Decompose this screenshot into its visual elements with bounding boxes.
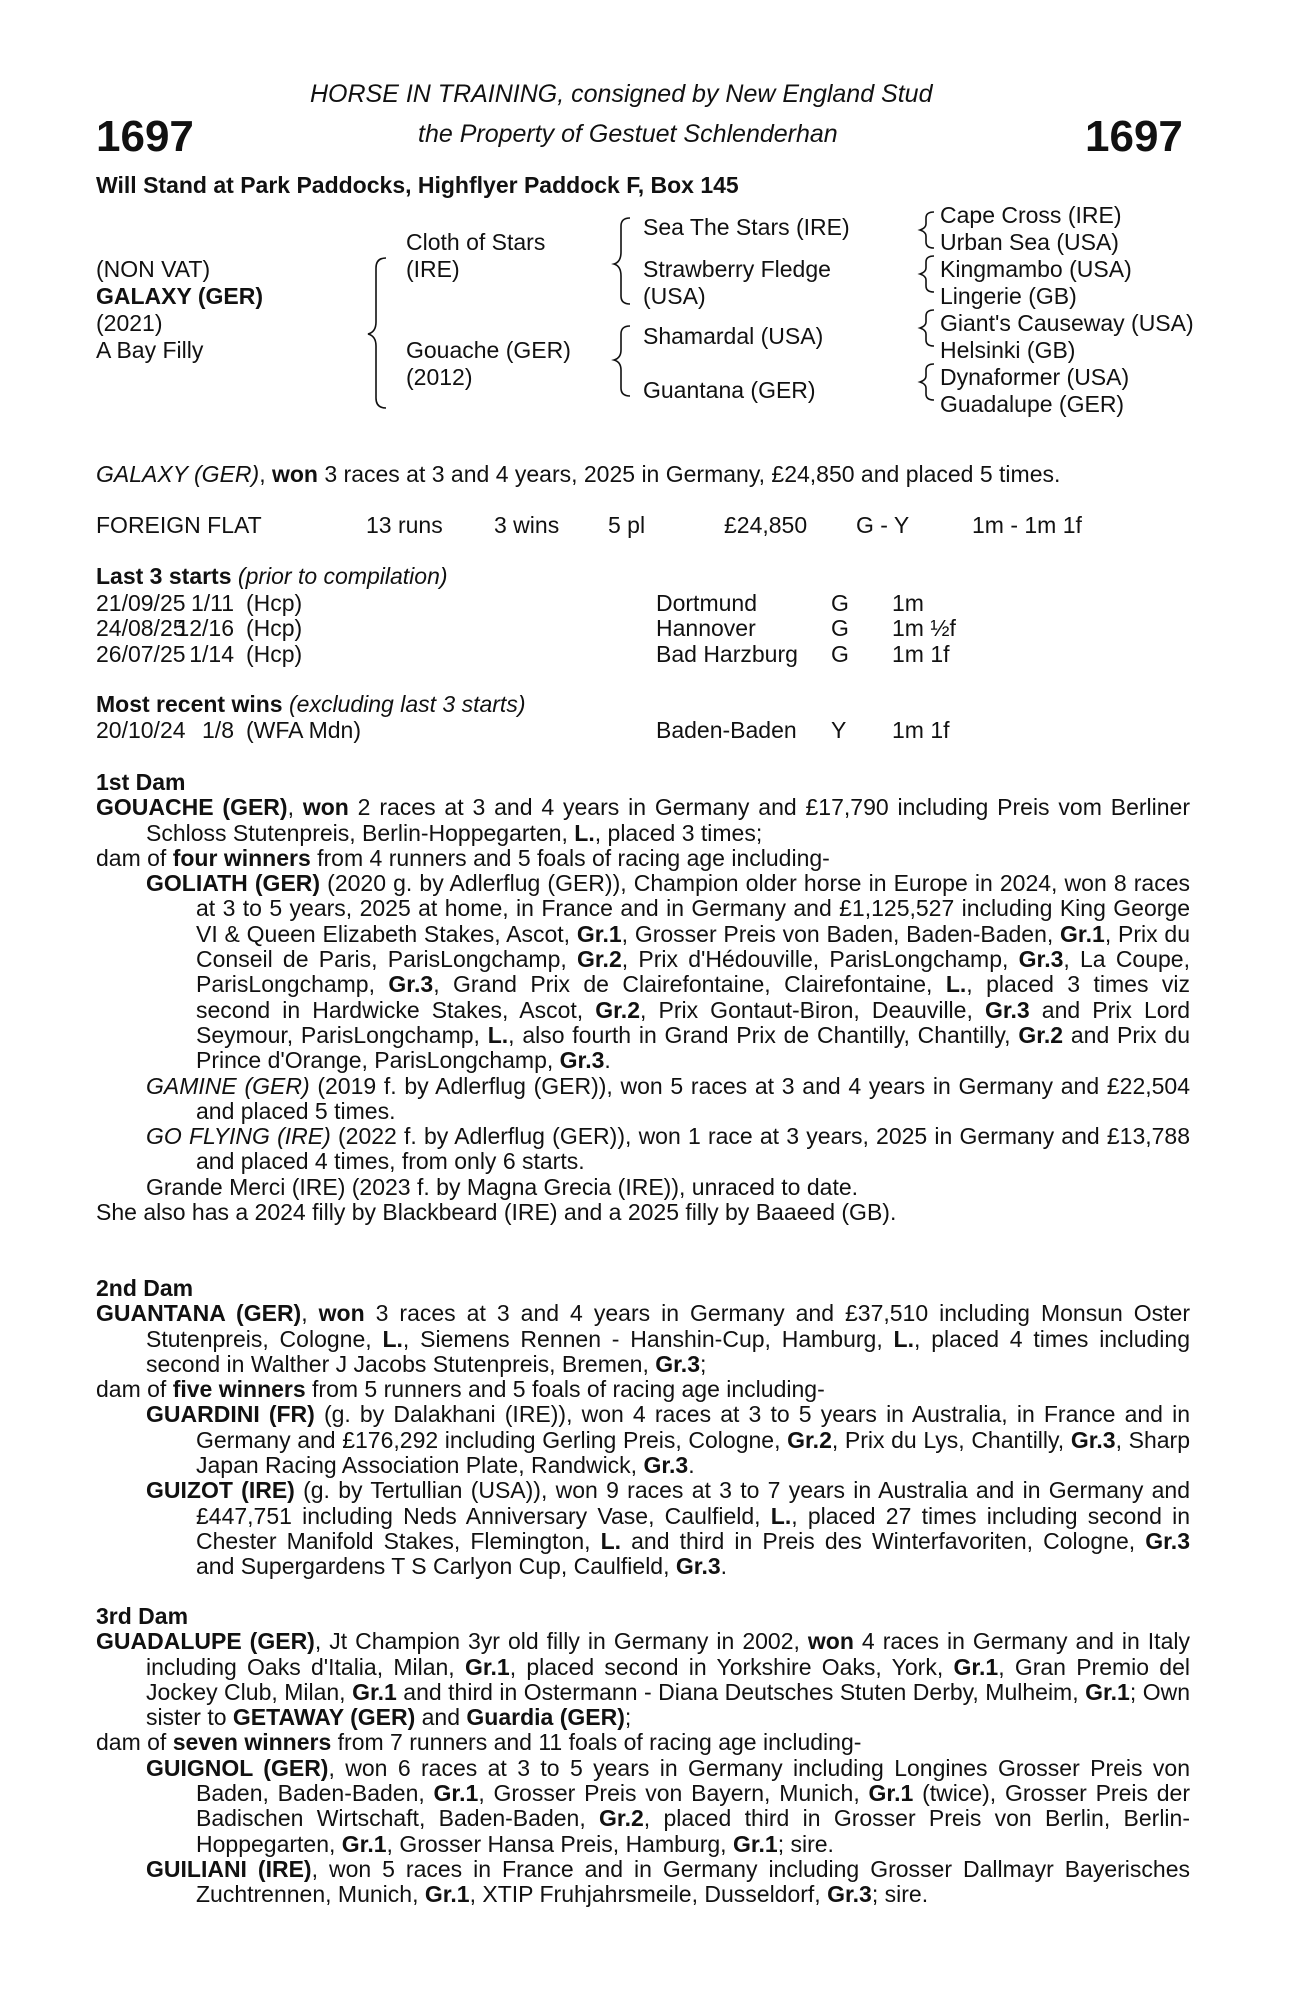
- text-run: L.: [770, 1502, 792, 1529]
- text-run: Guardia (GER): [466, 1704, 625, 1731]
- text-run: Gr.3: [1018, 946, 1064, 973]
- text-run: 4 races in Germany and in Italy including Oaks d'Italia, Milan,: [146, 1628, 1190, 1680]
- g3-4: Lingerie (GB): [940, 283, 1077, 309]
- form-row: [96, 641, 1196, 666]
- produce-guizot: [96, 1478, 1190, 1579]
- text-run: Gr.3: [655, 1350, 700, 1377]
- row-distance: 1m 1f: [892, 717, 950, 743]
- text-run: GOLIATH (GER): [146, 870, 321, 897]
- text-run: Gr.1: [464, 1653, 510, 1680]
- record-runs: 13 runs: [366, 512, 443, 538]
- g3-2: Urban Sea (USA): [940, 229, 1119, 255]
- produce-goliath: [96, 871, 1190, 1073]
- summary-horse-name: GALAXY (GER): [96, 461, 260, 487]
- text-run: Gr.1: [953, 1653, 999, 1680]
- text-run: , Grand Prix de Clairefontaine, Clairefontaine,: [433, 971, 946, 998]
- second-dam-heading: 2nd Dam: [96, 1275, 194, 1301]
- row-going: G: [831, 640, 849, 667]
- third-dam-heading: 3rd Dam: [96, 1603, 189, 1629]
- g3-6: Helsinki (GB): [940, 337, 1076, 363]
- row-course: Hannover: [656, 615, 756, 642]
- lot-number-right: 1697: [1085, 112, 1183, 161]
- text-run: , Sharp Japan Racing Association Plate, Randwick,: [196, 1426, 1191, 1479]
- text-run: ,: [301, 1300, 319, 1327]
- second-dam-record: [96, 1301, 1190, 1377]
- recent-heading: [96, 692, 525, 717]
- text-run: , placed 3 times;: [594, 819, 763, 846]
- third-dam-section: [96, 1604, 1190, 1908]
- produce-go-flying: [96, 1124, 1190, 1175]
- text-run: , placed third in Grosser Preis von Berlin, Berlin-Hoppegarten,: [196, 1805, 1190, 1857]
- vat-status: (NON VAT): [96, 256, 211, 282]
- text-run: Gr.3: [643, 1452, 689, 1479]
- text-run: Gr.3: [559, 1047, 605, 1074]
- text-run: L.: [574, 819, 595, 846]
- text-run: L.: [893, 1325, 914, 1352]
- text-run: GOUACHE (GER): [96, 794, 288, 821]
- text-run: Gr.2: [576, 946, 622, 973]
- text-run: Gr.1: [732, 1830, 778, 1857]
- text-run: won: [318, 1300, 365, 1327]
- text-run: GUIGNOL (GER): [146, 1754, 329, 1781]
- record-label: FOREIGN FLAT: [96, 512, 262, 538]
- text-run: GO FLYING (IRE): [146, 1123, 331, 1150]
- produce-guiliani: [96, 1857, 1190, 1908]
- text-run: GUADALUPE (GER): [96, 1628, 315, 1655]
- text-run: (g. by Tertullian (USA)), won 9 races at 3 to 7 years in Australia and in Germany and £447,751 including Neds Anniversary Vase, Caulfield,: [196, 1477, 1190, 1529]
- text-run: , won 5 races in France and in Germany including Grosser Dallmayr Bayerisches Zuchtrennen, Munich,: [196, 1855, 1190, 1908]
- horse-description: A Bay Filly: [96, 337, 204, 363]
- record-prize: £24,850: [724, 512, 808, 538]
- property-line: the Property of Gestuet Schlenderhan: [418, 120, 838, 148]
- text-run: ; Own sister to: [146, 1678, 1190, 1731]
- text-run: 3 races at 3 and 4 years in Germany and £37,510 including Monsun Oster Stutenpreis, Cologne,: [146, 1300, 1191, 1352]
- g3-7: Dynaformer (USA): [940, 364, 1130, 390]
- text-run: , Grosser Hansa Preis, Hamburg,: [386, 1830, 733, 1857]
- row-date: 20/10/24: [96, 717, 186, 743]
- text-run: L.: [382, 1325, 403, 1352]
- text-run: , placed 4 times including second in Walther J Jacobs Stutenpreis, Bremen,: [146, 1325, 1190, 1377]
- recent-note: (excluding last 3 starts): [282, 691, 526, 717]
- produce-gamine: [96, 1074, 1190, 1125]
- text-run: from 5 runners and 5 foals of racing age including-: [305, 1376, 825, 1403]
- text-run: dam of: [96, 1729, 173, 1756]
- text-run: GUILIANI (IRE): [146, 1855, 312, 1882]
- text-run: GUANTANA (GER): [96, 1300, 302, 1327]
- row-position: 12/16: [176, 615, 234, 642]
- text-run: , placed second in Yorkshire Oaks, York,: [509, 1653, 954, 1680]
- location-line: Will Stand at Park Paddocks, Highflyer Paddock F, Box 145: [96, 172, 739, 198]
- sire-dam-name: Strawberry Fledge: [643, 256, 831, 282]
- text-run: Gr.1: [1060, 920, 1105, 947]
- text-run: L.: [487, 1021, 509, 1048]
- text-run: Gr.3: [1145, 1527, 1190, 1554]
- text-run: won: [807, 1628, 854, 1655]
- g3-3: Kingmambo (USA): [940, 256, 1132, 282]
- row-going: G: [831, 590, 849, 616]
- text-run: Gr.1: [1085, 1678, 1130, 1705]
- row-distance: 1m: [892, 590, 924, 616]
- text-run: ;: [624, 1704, 632, 1731]
- row-course: Baden-Baden: [656, 717, 797, 743]
- last3-note: (prior to compilation): [231, 563, 448, 589]
- second-dam-produce-summary: [96, 1377, 1190, 1402]
- last3-title: Last 3 starts: [96, 563, 232, 589]
- row-date: 24/08/25: [96, 615, 186, 642]
- text-run: GAMINE (GER): [146, 1072, 310, 1099]
- text-run: GETAWAY (GER): [232, 1704, 416, 1731]
- recent-title: Most recent wins: [96, 691, 283, 717]
- race-summary: GALAXY (GER), won 3 races at 3 and 4 years, 2025 in Germany, £24,850 and placed 5 times.: [96, 461, 1061, 487]
- consignment-line: HORSE IN TRAINING, consigned by New England Stud: [310, 80, 933, 108]
- row-distance: 1m 1f: [892, 640, 950, 667]
- text-run: seven winners: [172, 1729, 332, 1756]
- text-run: won: [302, 794, 349, 821]
- g3-5: Giant's Causeway (USA): [940, 310, 1194, 336]
- text-run: , Prix du Lys, Chantilly,: [831, 1426, 1071, 1453]
- row-race-type: (Hcp): [246, 615, 303, 642]
- text-run: L.: [945, 971, 967, 998]
- text-run: , Prix d'Hédouville, ParisLongchamp,: [621, 946, 1019, 973]
- sire-line-brace: [614, 218, 630, 304]
- text-run: (2020 g. by Adlerflug (GER)), Champion older horse in Europe in 2024, won 8 races at 3 to 5 years, 2025 at home, in France and in Germany and £1,125,527 including King George VI & Queen Elizabeth Stakes, Ascot,: [196, 870, 1190, 947]
- text-run: Gr.3: [1070, 1426, 1116, 1453]
- text-run: , won 6 races at 3 to 5 years in Germany including Longines Grosser Preis von Baden, Baden-Baden,: [196, 1754, 1190, 1807]
- text-run: (2019 f. by Adlerflug (GER)), won 5 races at 3 and 4 years in Germany and £22,504 and placed 5 times.: [196, 1072, 1190, 1124]
- text-run: (g. by Dalakhani (IRE)), won 4 races at 3 to 5 years in Australia, in France and in Germany and £176,292 including Gerling Preis, Cologne,: [196, 1401, 1190, 1453]
- sire-dam-origin: (USA): [643, 283, 706, 309]
- dam-line-brace: [614, 326, 630, 396]
- text-run: Grande Merci (IRE) (2023 f. by Magna Grecia (IRE)), unraced to date.: [146, 1173, 859, 1200]
- text-run: ;: [700, 1350, 707, 1377]
- dam-dam: Guantana (GER): [643, 377, 816, 403]
- record-distance: 1m - 1m 1f: [972, 512, 1082, 538]
- row-position: 1/11: [190, 590, 234, 616]
- text-run: five winners: [172, 1376, 306, 1403]
- second-dam-section: [96, 1276, 1190, 1580]
- text-run: Gr.1: [341, 1830, 387, 1857]
- text-run: dam of: [96, 1376, 173, 1403]
- produce-guignol: [96, 1756, 1190, 1857]
- produce-guardini: [96, 1402, 1190, 1478]
- last3-heading: [96, 564, 448, 589]
- sire-origin: (IRE): [406, 256, 460, 282]
- text-run: She also has a 2024 filly by Blackbeard (IRE) and a 2025 filly by Baaeed (GB).: [96, 1199, 897, 1226]
- text-run: Gr.1: [433, 1780, 479, 1807]
- text-run: GUARDINI (FR): [146, 1401, 315, 1428]
- row-date: 21/09/25: [96, 590, 186, 616]
- row-going: G: [831, 615, 849, 642]
- text-run: Gr.2: [599, 1805, 644, 1832]
- dam-year: (2012): [406, 364, 473, 390]
- text-run: Gr.3: [984, 996, 1030, 1023]
- horse-name: GALAXY (GER): [96, 283, 263, 309]
- text-run: Gr.3: [675, 1553, 721, 1580]
- summary-won: won: [271, 461, 318, 487]
- text-run: dam of: [96, 844, 173, 871]
- text-run: , also fourth in Grand Prix de Chantilly, Chantilly,: [508, 1021, 1019, 1048]
- row-course: Dortmund: [656, 590, 757, 616]
- third-dam-produce-summary: [96, 1730, 1190, 1755]
- text-run: and third in Preis des Winterfavoriten, Cologne,: [621, 1527, 1146, 1554]
- text-run: and Prix Lord Seymour, ParisLongchamp,: [196, 996, 1190, 1048]
- g3-brace-3: [920, 310, 934, 346]
- first-dam-produce-summary: [96, 846, 1190, 871]
- text-run: .: [604, 1047, 611, 1074]
- text-run: Gr.1: [868, 1780, 914, 1807]
- row-date: 26/07/25: [96, 640, 186, 667]
- row-race-type: (Hcp): [246, 640, 303, 667]
- text-run: , Gran Premio del Jockey Club, Milan,: [146, 1653, 1190, 1705]
- text-run: Gr.3: [388, 971, 434, 998]
- text-run: , Prix du Conseil de Paris, ParisLongchamp,: [196, 920, 1190, 973]
- text-run: L.: [600, 1527, 622, 1554]
- third-dam-record: [96, 1629, 1190, 1730]
- row-distance: 1m ½f: [892, 615, 956, 642]
- first-dam-heading: 1st Dam: [96, 769, 186, 795]
- form-row: [96, 615, 1196, 640]
- racing-record: [96, 512, 1196, 537]
- text-run: , La Coupe, ParisLongchamp,: [196, 946, 1190, 998]
- form-row: [96, 590, 1196, 615]
- text-run: (2022 f. by Adlerflug (GER)), won 1 race at 3 years, 2025 in Germany and £13,788 and placed 4 times, from only 6 starts.: [196, 1123, 1190, 1175]
- g3-brace-4: [920, 364, 934, 400]
- text-run: , placed 3 times viz second in Hardwicke Stakes, Ascot,: [196, 971, 1190, 1023]
- text-run: ; sire.: [777, 1830, 834, 1857]
- text-run: and Prix du Prince d'Orange, ParisLongchamp,: [196, 1021, 1190, 1074]
- row-going: Y: [831, 717, 847, 743]
- text-run: .: [688, 1452, 695, 1479]
- text-run: 2 races at 3 and 4 years in Germany and £17,790 including Preis vom Berliner Schloss Stutenpreis, Berlin-Hoppegarten,: [146, 794, 1190, 846]
- text-run: Gr.3: [827, 1881, 872, 1908]
- text-run: , Siemens Rennen - Hanshin-Cup, Hamburg,: [402, 1325, 894, 1352]
- text-run: ; sire.: [871, 1881, 929, 1908]
- g3-brace-2: [920, 256, 934, 292]
- sire-name: Cloth of Stars: [406, 229, 546, 255]
- record-placed: 5 pl: [608, 512, 646, 538]
- row-position: 1/14: [189, 640, 234, 667]
- g3-brace-1: [920, 212, 934, 248]
- text-run: Gr.1: [576, 920, 622, 947]
- text-run: from 4 runners and 5 foals of racing age including-: [310, 844, 830, 871]
- text-run: four winners: [172, 844, 311, 871]
- text-run: and: [415, 1704, 467, 1731]
- text-run: , Grosser Preis von Baden, Baden-Baden,: [621, 920, 1061, 947]
- g3-1: Cape Cross (IRE): [940, 202, 1122, 228]
- row-position: 1/8: [202, 717, 234, 743]
- row-race-type: (Hcp): [246, 590, 303, 616]
- text-run: Gr.1: [352, 1678, 397, 1705]
- text-run: (twice), Grosser Preis der Badischen Wirtschaft, Baden-Baden,: [196, 1780, 1191, 1832]
- produce-note: [96, 1200, 1190, 1225]
- text-run: , XTIP Fruhjahrsmeile, Dusseldorf,: [469, 1881, 828, 1908]
- text-run: from 7 runners and 11 foals of racing age including-: [331, 1729, 862, 1756]
- dam-name: Gouache (GER): [406, 337, 571, 363]
- lot-number-left: 1697: [96, 112, 194, 161]
- text-run: Gr.1: [424, 1881, 470, 1908]
- text-run: ,: [287, 794, 303, 821]
- g3-8: Guadalupe (GER): [940, 391, 1125, 417]
- row-course: Bad Harzburg: [656, 640, 798, 667]
- record-going: G - Y: [856, 512, 910, 538]
- form-row: [96, 717, 1196, 742]
- record-wins: 3 wins: [494, 512, 560, 538]
- dam-sire: Shamardal (USA): [643, 323, 824, 349]
- summary-text: 3 races at 3 and 4 years, 2025 in Germany, £24,850 and placed 5 times.: [317, 461, 1061, 487]
- text-run: GUIZOT (IRE): [146, 1477, 295, 1504]
- text-run: Gr.2: [1018, 1021, 1064, 1048]
- text-run: , Jt Champion 3yr old filly in Germany in 2002,: [314, 1628, 808, 1655]
- text-run: Gr.2: [595, 996, 640, 1023]
- first-dam-record: [96, 795, 1190, 846]
- sire-sire: Sea The Stars (IRE): [643, 214, 850, 240]
- text-run: , Grosser Preis von Bayern, Munich,: [478, 1780, 869, 1807]
- text-run: , Prix Gontaut-Biron, Deauville,: [640, 996, 985, 1023]
- text-run: and Supergardens T S Carlyon Cup, Caulfield,: [196, 1553, 676, 1580]
- horse-year: (2021): [96, 310, 163, 336]
- produce-grande-merci: [96, 1175, 1190, 1200]
- row-race-type: (WFA Mdn): [246, 717, 362, 743]
- text-run: Gr.2: [787, 1426, 832, 1453]
- text-run: .: [720, 1553, 728, 1580]
- text-run: , placed 27 times including second in Chester Manifold Stakes, Flemington,: [196, 1502, 1190, 1554]
- first-dam-section: [96, 770, 1190, 1225]
- text-run: and third in Ostermann - Diana Deutsches Stuten Derby, Mulheim,: [396, 1678, 1086, 1705]
- sire-dam-brace: [368, 258, 386, 408]
